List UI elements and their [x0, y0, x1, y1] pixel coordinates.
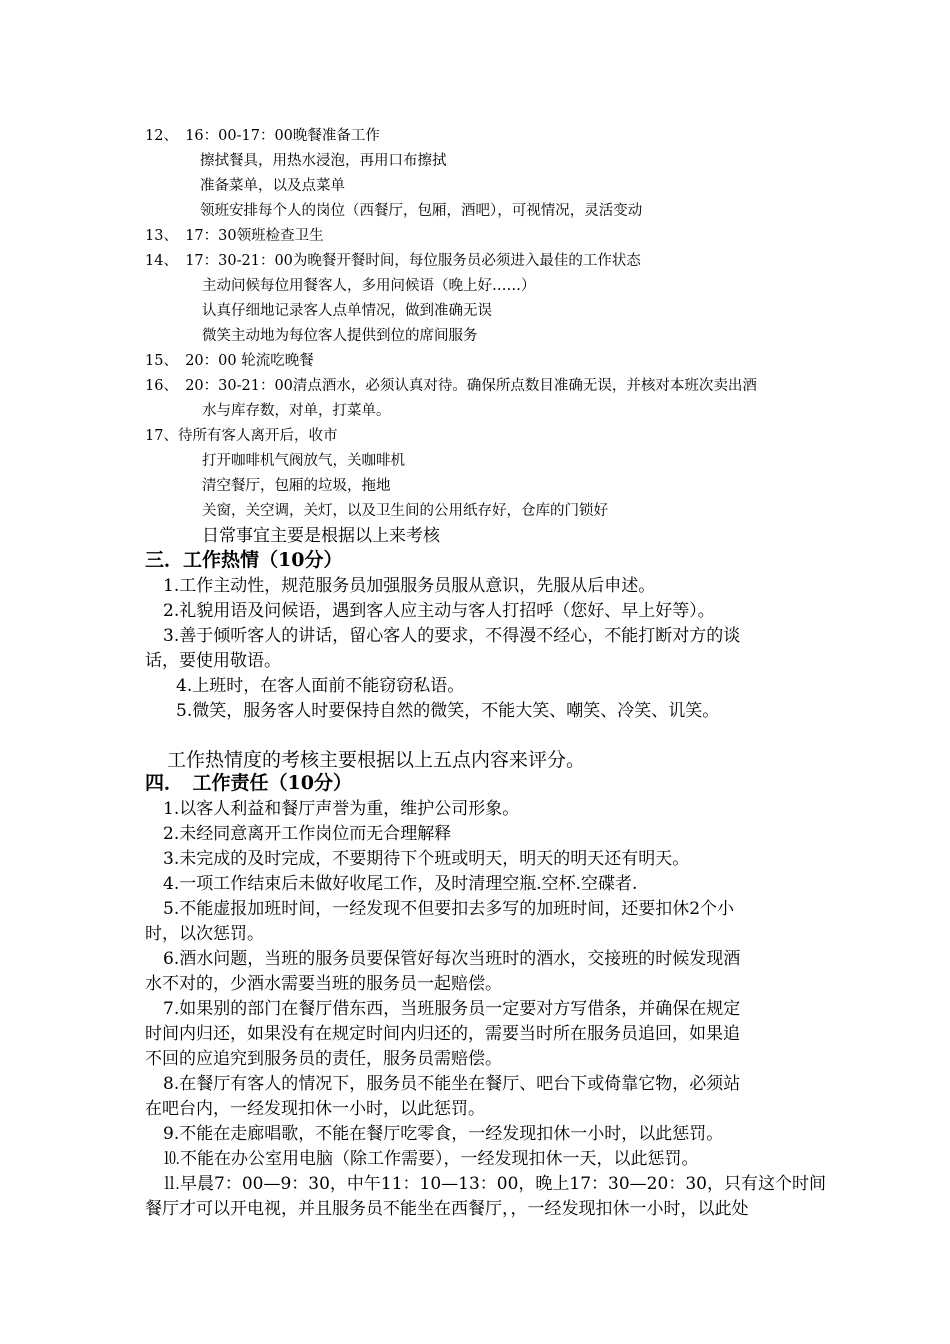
- schedule-item-12-a: 擦拭餐具，用热水浸泡，再用口布擦拭: [200, 153, 447, 169]
- section-4-point-3: 3.未完成的及时完成，不要期待下个班或明天，明天的明天还有明天。: [163, 849, 690, 869]
- section-4-point-8: 8.在餐厅有客人的情况下，服务员不能坐在餐厅、吧台下或倚靠它物，必须站: [163, 1074, 741, 1094]
- section-4-point-7-cont-1: 时间内归还，如果没有在规定时间内归还的，需要当时所在服务员追回，如果追: [145, 1024, 740, 1044]
- section-4-point-7-cont-2: 不回的应追究到服务员的责任，服务员需赔偿。: [145, 1049, 502, 1069]
- section-3-heading: 三．工作热情（10分）: [145, 549, 343, 571]
- schedule-item-12-b: 准备菜单，以及点菜单: [200, 178, 345, 194]
- section-4-point-11: ⒒早晨7：00—9：30，中午11：10—13：00，晚上17：30—20：30，只有这个时间: [163, 1174, 826, 1194]
- schedule-item-12: 12、 16：00-17：00晚餐准备工作: [145, 128, 380, 144]
- schedule-item-14-c: 微笑主动地为每位客人提供到位的席间服务: [202, 328, 478, 344]
- section-4-point-1: 1.以客人利益和餐厅声誉为重，维护公司形象。: [163, 799, 520, 819]
- section-4-point-5: 5.不能虚报加班时间，一经发现不但要扣去多写的加班时间，还要扣休2个小: [163, 899, 735, 919]
- section-4-heading: 四． 工作责任（10分）: [145, 772, 352, 794]
- section-3-point-5: 5.微笑，服务客人时要保持自然的微笑，不能大笑、嘲笑、冷笑、讥笑。: [176, 701, 720, 721]
- section-4-point-9: 9.不能在走廊唱歌，不能在餐厅吃零食，一经发现扣休一小时，以此惩罚。: [163, 1124, 724, 1144]
- section-3-point-3-cont: 话，要使用敬语。: [145, 651, 281, 671]
- section-4-point-10: ⒑不能在办公室用电脑（除工作需要），一经发现扣休一天，以此惩罚。: [163, 1149, 699, 1169]
- section-4-point-11-cont: 餐厅才可以开电视，并且服务员不能坐在西餐厅，，一经发现扣休一小时，以此处: [145, 1199, 749, 1219]
- schedule-item-17-a: 打开咖啡机气阀放气，关咖啡机: [202, 453, 405, 469]
- schedule-item-13: 13、 17：30领班检查卫生: [145, 228, 324, 244]
- section-3-point-1: 1.工作主动性，规范服务员加强服务员服从意识，先服从后申述。: [163, 576, 656, 596]
- section-3-point-3: 3.善于倾听客人的讲话，留心客人的要求，不得漫不经心，不能打断对方的谈: [163, 626, 741, 646]
- section-4-point-8-cont: 在吧台内，一经发现扣休一小时，以此惩罚。: [145, 1099, 485, 1119]
- schedule-item-17-b: 清空餐厅，包厢的垃圾，拖地: [202, 478, 391, 494]
- section-3-point-4: 4.上班时，在客人面前不能窃窃私语。: [176, 676, 465, 696]
- schedule-summary: 日常事宜主要是根据以上来考核: [202, 526, 440, 546]
- section-4-point-5-cont: 时，以次惩罚。: [145, 924, 264, 944]
- schedule-item-16-cont: 水与库存数，对单，打菜单。: [202, 403, 391, 419]
- schedule-item-14-b: 认真仔细地记录客人点单情况，做到准确无误: [202, 303, 492, 319]
- schedule-item-15: 15、 20：00 轮流吃晚餐: [145, 353, 314, 369]
- section-4-point-6-cont: 水不对的，少酒水需要当班的服务员一起赔偿。: [145, 974, 502, 994]
- section-3-point-2: 2.礼貌用语及问候语，遇到客人应主动与客人打招呼（您好、早上好等）。: [163, 601, 715, 621]
- schedule-item-17: 17、待所有客人离开后，收市: [145, 428, 338, 444]
- schedule-item-12-c: 领班安排每个人的岗位（西餐厅，包厢，酒吧），可视情况，灵活变动: [200, 203, 643, 219]
- schedule-item-16: 16、 20：30-21：00清点酒水，必须认真对待。确保所点数目准确无误，并核对本班次卖出酒: [145, 378, 757, 394]
- section-4-point-7: 7.如果别的部门在餐厅借东西，当班服务员一定要对方写借条，并确保在规定: [163, 999, 741, 1019]
- schedule-item-17-c: 关窗，关空调，关灯，以及卫生间的公用纸存好，仓库的门锁好: [202, 503, 608, 519]
- schedule-item-14: 14、 17：30-21：00为晚餐开餐时间，每位服务员必须进入最佳的工作状态: [145, 253, 641, 269]
- schedule-item-14-a: 主动问候每位用餐客人，多用问候语（晚上好……）: [202, 278, 536, 294]
- section-4-point-2: 2.未经同意离开工作岗位而无合理解释: [163, 824, 452, 844]
- section-4-point-4: 4.一项工作结束后未做好收尾工作，及时清理空瓶.空杯.空碟者.: [163, 874, 638, 894]
- section-3-closing: 工作热情度的考核主要根据以上五点内容来评分。: [167, 749, 586, 771]
- section-4-point-6: 6.酒水问题，当班的服务员要保管好每次当班时的酒水，交接班的时候发现酒: [163, 949, 741, 969]
